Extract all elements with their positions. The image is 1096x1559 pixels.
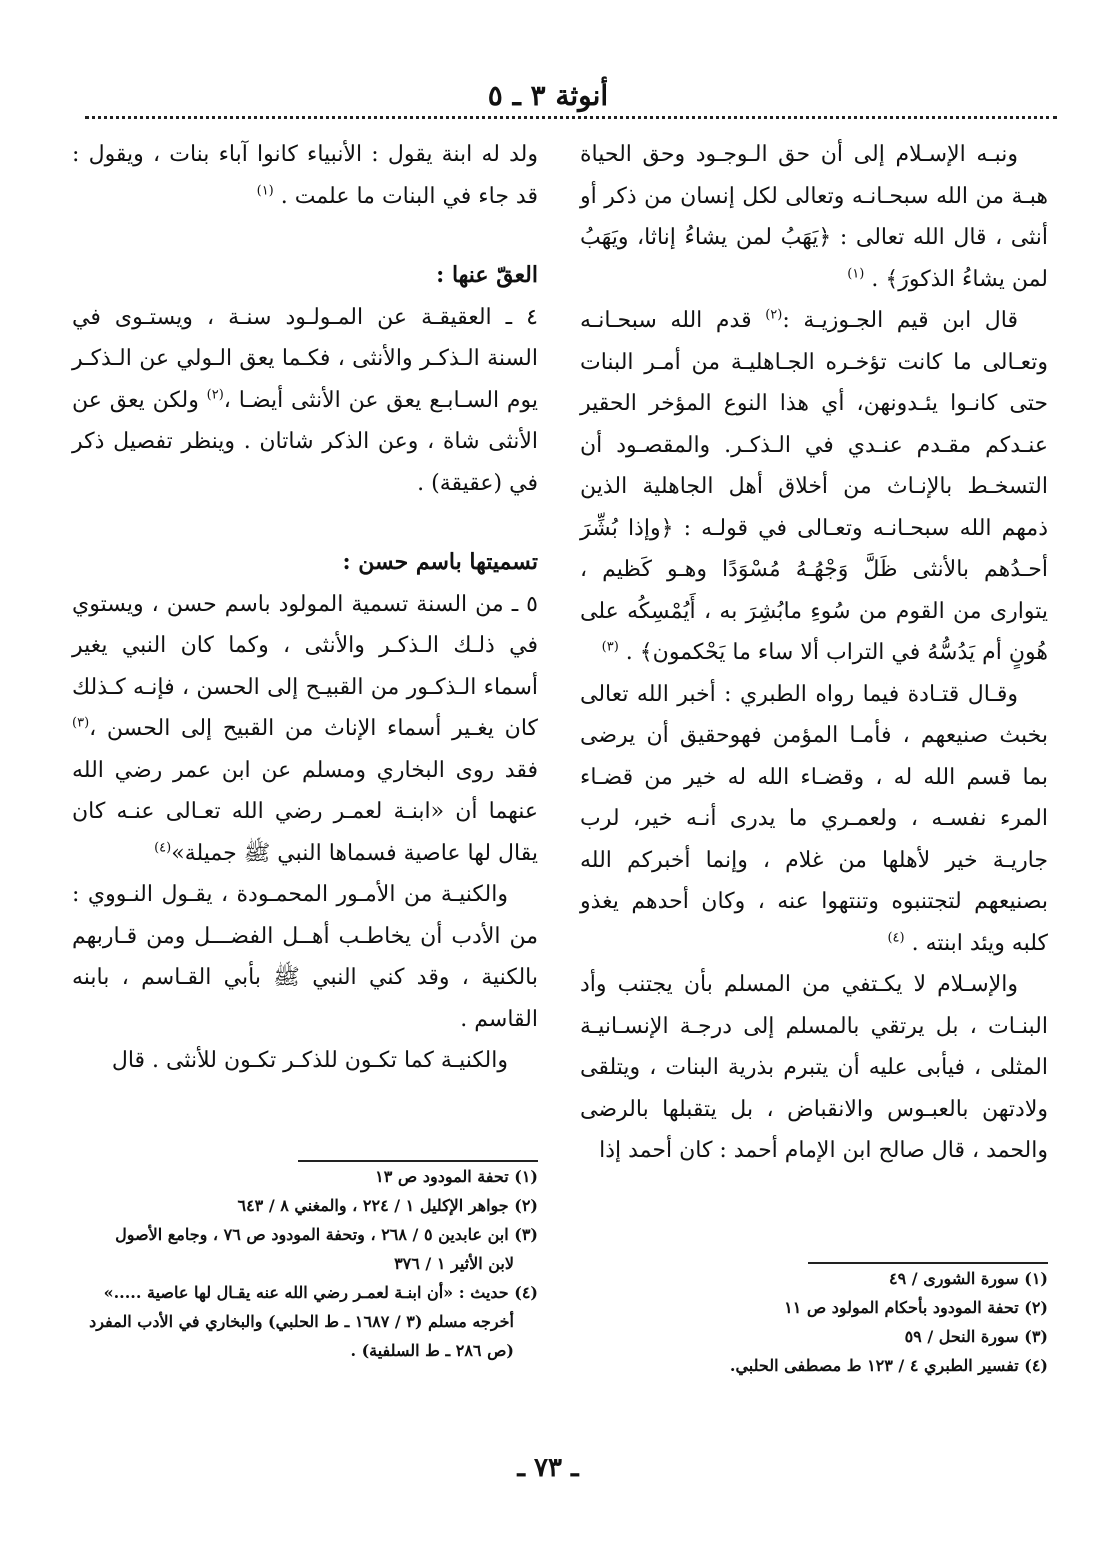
footnote-ref[interactable]: (٤) xyxy=(887,930,905,946)
paragraph: قال ابن قيم الجـوزيـة :$^{(٢)}$ قدم الله سبحـانـه وتعـالى ما كانت تؤخـره الجـاهليـة من أمـر البنات حتى كانـوا يئـدونهن، أي هذا النوع المؤخر الحقير عنـدكم مقـدم عنـدي في الـذكـر. والمقصـود أن التسخـط بالإنـاث من أخلاق أهل الجاهلية الذين ذمهم الله سبحـانـه وتعـالى في قولـه : ﴿وإذا بُشِّرَ أحـدُهم بالأنثى ظَلَّ وَجْهُـهُ مُسْوَدًا وهـو كَظيم ، يتوارى من القوم من سُوءِ مابُشِرَ به ، أَيُمْسِكُه على هُونٍ أم يَدُسُّهُ في التراب ألا ساء ما يَحْكمون﴾ . $^{(٣)}$ xyxy=(580,307,1048,665)
footnote-ref[interactable]: (٢) xyxy=(206,387,224,403)
left-footnotes xyxy=(72,1160,538,1365)
page-number: ـ ٧٣ ـ xyxy=(517,1453,579,1483)
footnote: (٢) جواهر الإكليل ١ / ٢٢٤ ، والمغني ٨ / ٦٤٣ xyxy=(237,1196,538,1215)
footnote-ref[interactable]: (٢) xyxy=(765,307,783,323)
footnote: (٣) سورة النحل / ٥٩ xyxy=(904,1327,1048,1346)
footnote: (١) سورة الشورى / ٤٩ xyxy=(889,1269,1048,1288)
paragraph: ٤ ـ العقيقـة عن المـولـود سنـة ، ويستـوى في السنة الـذكـر والأنثى ، فكـما يعق الـولي عن الـذكـر يوم السـابـع يعق عن الأنثى أيضـا ،$^{(٢)}$ ولكن يعق عن الأنثى شاة ، وعن الذكر شاتان . وينظر تفصيل ذكر في (عقيقة) . xyxy=(72,304,538,496)
paragraph: ونبـه الإسـلام إلى أن حق الـوجـود وحق الحياة هبـة من الله سبحـانـه وتعالى لكل إنسان من ذكر أو أنثى ، قال الله تعالى : ﴿يَهَبُ لمن يشاءُ إناثا، ويَهَبُ لمن يشاءُ الذكورَ﴾ . $^{(١)}$ xyxy=(580,142,1048,292)
paragraph: ٥ ـ من السنة تسمية المولود باسم حسن ، ويستوي في ذلـك الـذكـر والأنثى ، وكما كان النبي يغير أسماء الـذكـور من القبيـح إلى الحسن ، فإنـه كـذلك كان يغـير أسماء الإناث من القبيح إلى الحسن ،$^{(٣)}$ فقد روى البخاري ومسلم عن ابن عمر رضي الله عنهما أن «ابنـة لعمـر رضي الله تعـالى عنـه كان يقال لها عاصية فسماها النبي ﷺ جميلة»$^{(٤)}$ xyxy=(72,591,538,866)
paragraph: والإسـلام لا يكـتفي من المسلم بأن يجتنب وأد البنـات ، بل يرتقي بالمسلم إلى درجـة الإنسـانيـة المثلى ، فيأبى عليه أن يتبرم بذرية البنات ، ويتلقى ولادتهن بالعبـوس والانقباض ، بل يتقبلها بالرضى والحمد ، قال صالح ابن الإمام أحمد : كان أحمد إذا xyxy=(580,972,1048,1163)
paragraph: والكنيـة من الأمـور المحمـودة ، يقـول النـووي : من الأدب أن يخاطـب أهــل الفضـــل ومن قـاربهم بالكنية ، وقد كني النبي ﷺ بأبي القـاسم ، بابنه القاسم . xyxy=(72,882,538,1032)
section-heading: العقّ عنها : xyxy=(436,262,538,288)
paragraph: وقـال قتـادة فيما رواه الطبري : أخبر الله تعالى بخبث صنيعهم ، فأمـا المؤمن فهوحقيق أن يرضى بما قسم الله له ، وقضـاء الله له خير من قضـاء المرء نفسـه ، ولعمـري ما يدرى أنـه خير، لرب جاريـة خير لأهلها من غلام ، وإنما أخبركم الله بصنيعهم لتجتنبوه وتنتهوا عنه ، وكان أحدهم يغذو كلبه ويئد ابنته . $^{(٤)}$ xyxy=(580,681,1048,956)
footnote-ref[interactable]: (٣) xyxy=(601,639,619,655)
footnote: (٢) تحفة المودود بأحكام المولود ص ١١ xyxy=(784,1298,1048,1317)
left-column xyxy=(72,134,538,1082)
footnote: (١) تحفة المودود ص ١٣ xyxy=(375,1167,538,1186)
footnote: (٤) تفسير الطبري ٤ / ١٢٣ ط مصطفى الحلبي. xyxy=(729,1356,1048,1375)
footnote-continuation: (ص ٢٨٦ ـ ط السلفية) . xyxy=(350,1341,514,1360)
section-heading: تسميتها باسم حسن : xyxy=(342,549,538,575)
footnote: (٤) حديث : «أن ابنـة لعمـر رضي الله عنه يقـال لها عاصية .....» xyxy=(103,1283,538,1302)
spacer xyxy=(72,217,538,241)
header-dotted-rule xyxy=(85,116,1057,119)
right-footnotes xyxy=(580,1262,1048,1380)
footnote-ref[interactable]: (٣) xyxy=(72,715,90,731)
footnote-ref[interactable]: (١) xyxy=(847,266,865,282)
paragraph: والكنيـة كما تكـون للذكـر تكـون للأنثى . قال xyxy=(111,1048,508,1073)
running-header: أنوثة ٣ ـ ٥ xyxy=(487,79,609,112)
footnote-ref[interactable]: (٤) xyxy=(154,840,172,856)
right-column xyxy=(580,134,1048,1172)
footnote-continuation: أخرجه مسلم (٣ / ١٦٨٧ ـ ط الحلبي) والبخاري في الأدب المفرد xyxy=(89,1312,514,1331)
footnote-continuation: لابن الأثير ١ / ٣٧٦ xyxy=(394,1254,514,1273)
spacer xyxy=(72,504,538,528)
paragraph: ولد له ابنة يقول : الأنبياء كانوا آباء بنات ، ويقول : قد جاء في البنات ما علمت . $^{(١)}$ xyxy=(72,142,539,209)
footnote: (٣) ابن عابدين ٥ / ٢٦٨ ، وتحفة المودود ص ٧٦ ، وجامع الأصول xyxy=(115,1225,538,1244)
footnote-ref[interactable]: (١) xyxy=(256,183,274,199)
